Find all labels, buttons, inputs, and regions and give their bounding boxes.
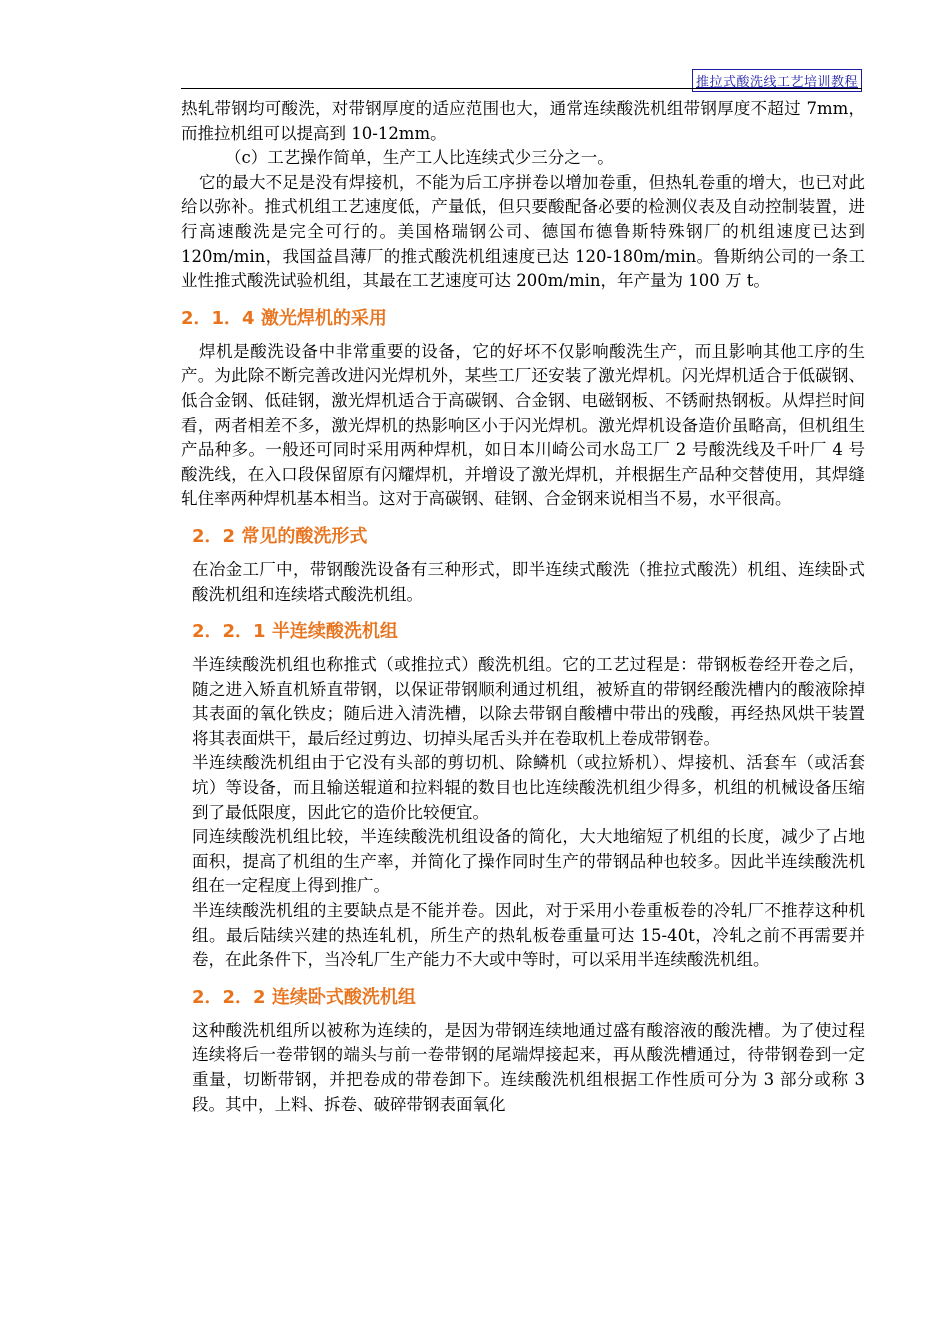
document-body (181, 97, 865, 1117)
paragraph: 同连续酸洗机组比较，半连续酸洗机组设备的简化，大大地缩短了机组的长度，减少了占地面积，提高了机组的生产率，并简化了操作同时生产的带钢品种也较多。因此半连续酸洗机组在一定程度上得到推广。 (192, 827, 865, 896)
paragraph: 热轧带钢均可酸洗，对带钢厚度的适应范围也大，通常连续酸洗机组带钢厚度不超过 7mm，而推拉机组可以提高到 10-12mm。 (181, 99, 865, 143)
paragraph: 半连续酸洗机组的主要缺点是不能并卷。因此，对于采用小卷重板卷的冷轧厂不推荐这种机组。最后陆续兴建的热连轧机，所生产的热轧板卷重量可达 15-40t，冷轧之前不再需要并卷，在此条件下，当冷轧厂生产能力不大或中等时，可以采用半连续酸洗机组。 (192, 901, 865, 970)
section-heading: 2．1．4 激光焊机的采用 (181, 307, 387, 329)
section-heading: 2．2．1 半连续酸洗机组 (192, 621, 398, 643)
section-heading: 2．2 常见的酸洗形式 (192, 525, 368, 547)
paragraph: （c）工艺操作简单，生产工人比连续式少三分之一。 (225, 148, 614, 168)
header-rule (181, 88, 862, 89)
paragraph: 焊机是酸洗设备中非常重要的设备，它的好坏不仅影响酸洗生产，而且影响其他工序的生产。为此除不断完善改进闪光焊机外，某些工厂还安装了激光焊机。闪光焊机适合于低碳钢、低合金钢、低硅钢，激光焊机适合于高碳钢、合金钢、电磁钢板、不锈耐热钢板。从焊拦时间看，两者相差不多，激光焊机的热影响区小于闪光焊机。激光焊机设备造价虽略高，但机组生产品种多。一般还可同时采用两种焊机，如日本川崎公司水岛工厂 2 号酸洗线及千叶厂 4 号酸洗线，在入口段保留原有闪耀焊机，并增设了激光焊机，并根据生产品种交替使用，其焊缝轧住率两种焊机基本相当。这对于高碳钢、硅钢、合金钢来说相当不易，水平很高。 (181, 341, 865, 509)
running-header: 推拉式酸洗线工艺培训教程 (692, 69, 862, 92)
section-heading: 2．2．2 连续卧式酸洗机组 (192, 986, 416, 1008)
paragraph: 半连续酸洗机组也称推式（或推拉式）酸洗机组。它的工艺过程是：带钢板卷经开卷之后，随之进入矫直机矫直带钢，以保证带钢顺利通过机组，被矫直的带钢经酸洗槽内的酸液除掉其表面的氧化铁皮；随后进入清洗槽，以除去带钢自酸槽中带出的残酸，再经热风烘干装置将其表面烘干，最后经过剪边、切掉头尾舌头并在卷取机上卷成带钢卷。 (192, 655, 865, 748)
paragraph: 它的最大不足是没有焊接机，不能为后工序拼卷以增加卷重，但热轧卷重的增大，也已对此给以弥补。推式机组工艺速度低，产量低，但只要酸配备必要的检测仪表及自动控制装置，进行高速酸洗是完全可行的。美国格瑞钢公司、德国布德鲁斯特殊钢厂的机组速度已达到 120m/min，我国益昌薄厂的推式酸洗机组速度已达 120-180m/min。鲁斯纳公司的一条工业性推式酸洗试验机组，其最在工艺速度可达 200m/min，年产量为 100 万 t。 (181, 172, 865, 291)
paragraph: 这种酸洗机组所以被称为连续的，是因为带钢连续地通过盛有酸溶液的酸洗槽。为了使过程连续将后一卷带钢的端头与前一卷带钢的尾端焊接起来，再从酸洗槽通过，待带钢卷到一定重量，切断带钢，并把卷成的带卷卸下。连续酸洗机组根据工作性质可分为 3 部分或称 3 段。其中，上料、拆卷、破碎带钢表面氧化 (192, 1020, 865, 1114)
paragraph: 在冶金工厂中，带钢酸洗设备有三种形式，即半连续式酸洗（推拉式酸洗）机组、连续卧式酸洗机组和连续塔式酸洗机组。 (192, 559, 865, 604)
paragraph: 半连续酸洗机组由于它没有头部的剪切机、除鳞机（或拉矫机）、焊接机、活套车（或活套坑）等设备，而且输送辊道和拉料辊的数目也比连续酸洗机组少得多，机组的机械设备压缩到了最低限度，因此它的造价比较便宜。 (192, 753, 865, 822)
